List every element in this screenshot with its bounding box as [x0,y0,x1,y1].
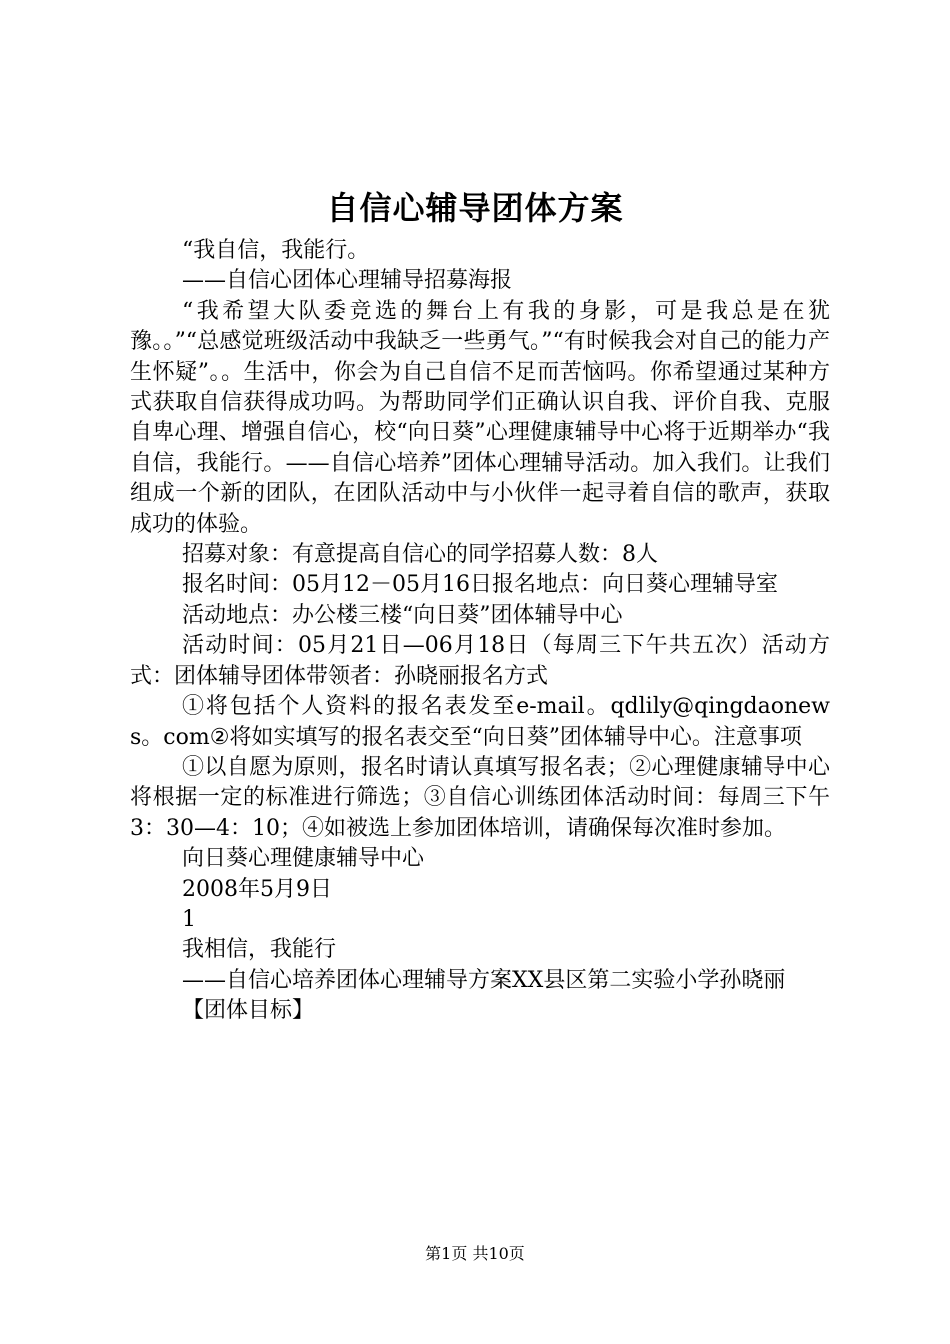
signup-method: ①将包括个人资料的报名表发至e-mail。qdlily@qingdaonews。com②将如实填写的报名表交至“向日葵”团体辅导中心。注意事项 [130,694,830,750]
poster-subtitle: ——自信心团体心理辅导招募海报 [182,268,513,294]
signup-time-place: 报名时间：05月12－05月16日报名地点：向日葵心理辅导室 [182,572,778,598]
group-goal-heading: 【团体目标】 [182,998,315,1024]
page-footer: 第1页 共10页 [425,1244,525,1263]
signature-org: 向日葵心理健康辅导中心 [182,846,425,872]
document-body [130,236,830,1027]
activity-place: 活动地点：办公楼三楼“向日葵”团体辅导中心 [182,602,623,628]
section-number: 1 [182,906,196,932]
document-title: 自信心辅导团体方案 [326,189,624,227]
notes-paragraph: ①以自愿为原则，报名时请认真填写报名表；②心理健康辅导中心将根据一定的标准进行筛选；③自信心训练团体活动时间：每周三下午3：30—4：10；④如被选上参加团体培训，请确保每次准时参加。 [130,754,830,841]
signature-date: 2008年5月9日 [182,876,332,902]
activity-time-method: 活动时间：05月21日—06月18日（每周三下午共五次）活动方式：团体辅导团体带领者：孙晓丽报名方式 [130,633,830,689]
section-heading: 我相信，我能行 [182,937,337,963]
recruit-target: 招募对象：有意提高自信心的同学招募人数：8人 [182,542,658,568]
slogan-line: “我自信，我能行。 [182,238,370,263]
section-subtitle: ——自信心培养团体心理辅导方案XX县区第二实验小学孙晓丽 [182,967,786,993]
intro-paragraph: “我希望大队委竞选的舞台上有我的身影，可是我总是在犹豫。。”“总感觉班级活动中我缺乏一些勇气。”“有时候我会对自己的能力产生怀疑”。。生活中，你会为自己自信不足而苦恼吗。你希望通过某种方式获取自信获得成功吗。为帮助同学们正确认识自我、评价自我、克服自卑心理、增强自信心，校“向日葵”心理健康辅导中心将于近期举办“我自信，我能行。——自信心培养”团体心理辅导活动。加入我们。让我们组成一个新的团队，在团队活动中与小伙伴一起寻着自信的歌声，获取成功的体验。 [130,298,830,537]
